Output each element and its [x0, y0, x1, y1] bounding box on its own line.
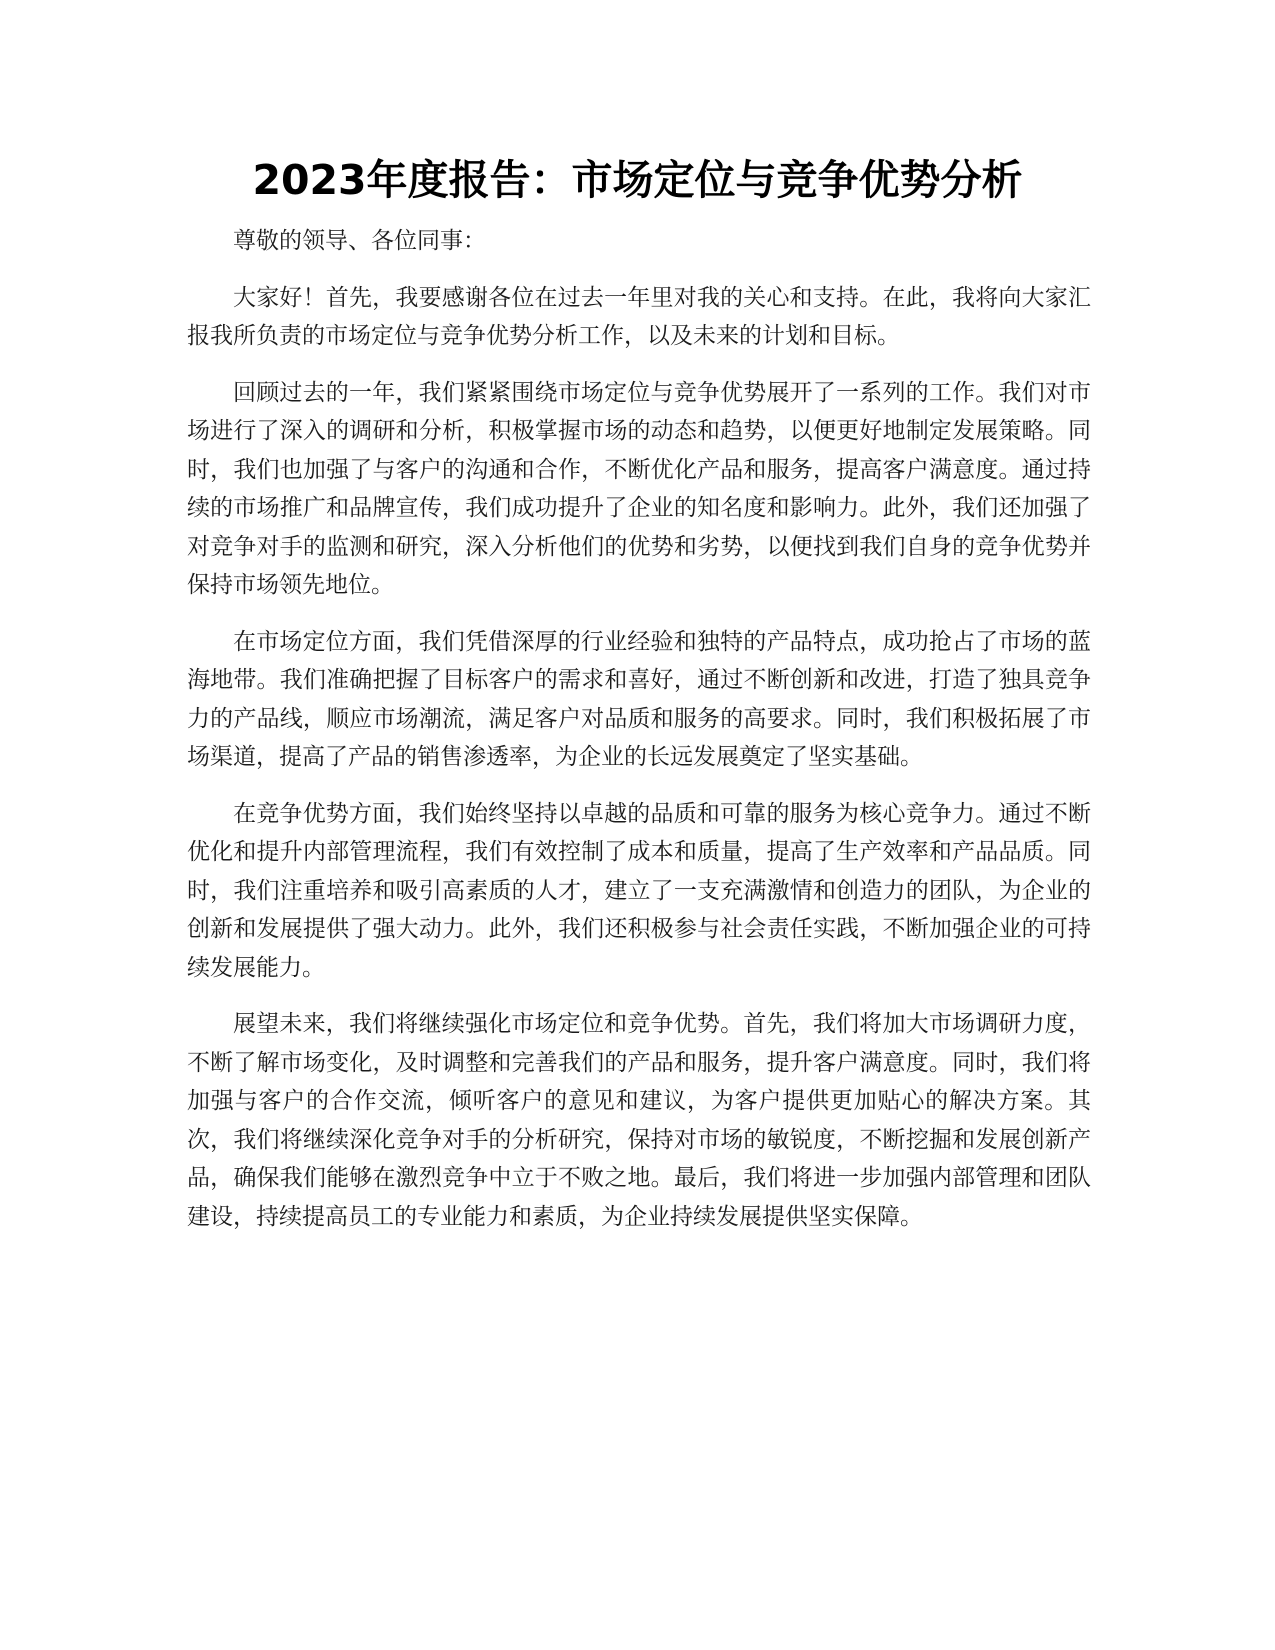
competitive-advantage-paragraph: 在竞争优势方面，我们始终坚持以卓越的品质和可靠的服务为核心竞争力。通过不断优化和提升内部管理流程，我们有效控制了成本和质量，提高了生产效率和产品品质。同时，我们注重培养和吸引高素质的人才，建立了一支充满激情和创造力的团队，为企业的创新和发展提供了强大动力。此外，我们还积极参与社会责任实践，不断加强企业的可持续发展能力。 — [187, 800, 1091, 981]
salutation-paragraph: 尊敬的领导、各位同事： — [233, 228, 486, 254]
market-positioning-paragraph: 在市场定位方面，我们凭借深厚的行业经验和独特的产品特点，成功抢占了市场的蓝海地带。我们准确把握了目标客户的需求和喜好，通过不断创新和改进，打造了独具竞争力的产品线，顺应市场潮流，满足客户对品质和服务的高要求。同时，我们积极拓展了市场渠道，提高了产品的销售渗透率，为企业的长远发展奠定了坚实基础。 — [187, 628, 1091, 770]
document-title: 2023年度报告：市场定位与竞争优势分析 — [252, 156, 1023, 204]
greeting-paragraph: 大家好！首先，我要感谢各位在过去一年里对我的关心和支持。在此，我将向大家汇报我所负责的市场定位与竞争优势分析工作，以及未来的计划和目标。 — [187, 284, 1091, 349]
document-body — [187, 222, 1091, 1254]
outlook-paragraph: 展望未来，我们将继续强化市场定位和竞争优势。首先，我们将加大市场调研力度，不断了解市场变化，及时调整和完善我们的产品和服务，提升客户满意度。同时，我们将加强与客户的合作交流，倾听客户的意见和建议，为客户提供更加贴心的解决方案。其次，我们将继续深化竞争对手的分析研究，保持对市场的敏锐度，不断挖掘和发展创新产品，确保我们能够在激烈竞争中立于不败之地。最后，我们将进一步加强内部管理和团队建设，持续提高员工的专业能力和素质，为企业持续发展提供坚实保障。 — [187, 1011, 1091, 1230]
review-paragraph: 回顾过去的一年，我们紧紧围绕市场定位与竞争优势展开了一系列的工作。我们对市场进行了深入的调研和分析，积极掌握市场的动态和趋势，以便更好地制定发展策略。同时，我们也加强了与客户的沟通和合作，不断优化产品和服务，提高客户满意度。通过持续的市场推广和品牌宣传，我们成功提升了企业的知名度和影响力。此外，我们还加强了对竞争对手的监测和研究，深入分析他们的优势和劣势，以便找到我们自身的竞争优势并保持市场领先地位。 — [187, 379, 1091, 598]
